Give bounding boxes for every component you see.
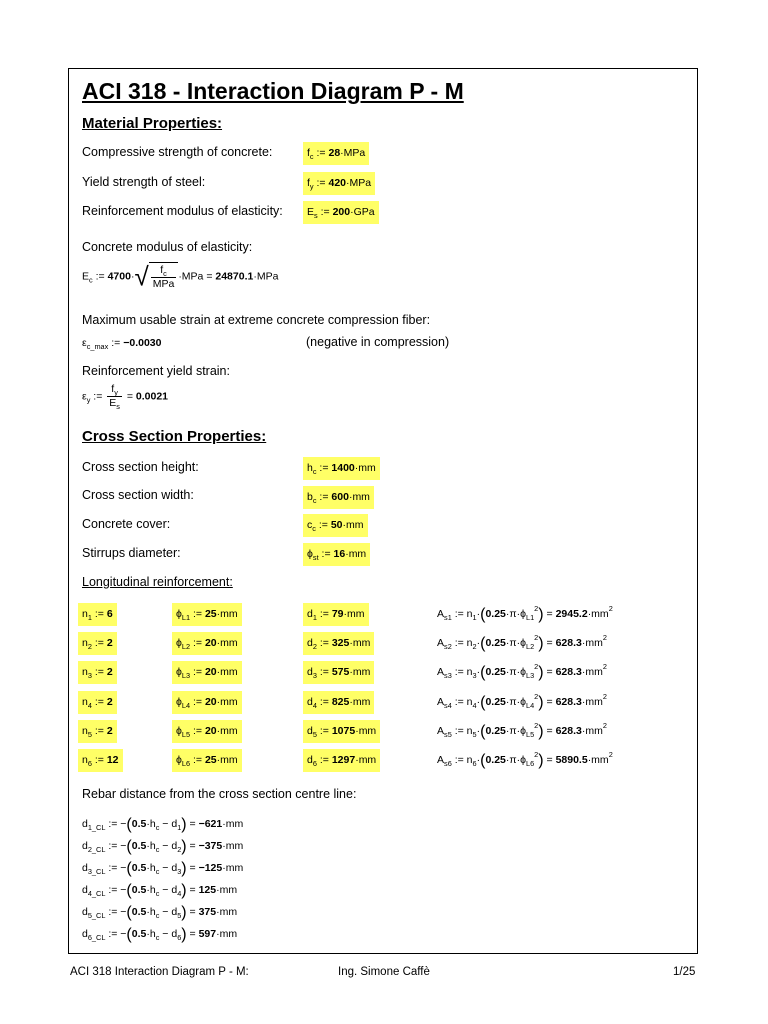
rebar-area-value: 628.3 xyxy=(555,725,582,737)
fy-field: $f_y$ := 420·MPa xyxy=(303,172,375,195)
distance-value: −375 xyxy=(198,840,223,852)
h-value: 1400 xyxy=(331,462,355,474)
rebar-depth-field: $d_5$ := 1075·mm xyxy=(303,720,380,743)
h-label: Cross section height: xyxy=(82,460,199,474)
rebar-diameter-value: 25 xyxy=(204,754,217,766)
rebar-area-value: 628.3 xyxy=(555,666,582,678)
ec-formula: $E_c$ := 4700·√ $\frac{f_c}{\text{MPa}}$ ·MPa = 24870.1·MPa xyxy=(82,261,279,292)
fy-label: Yield strength of steel: xyxy=(82,175,206,189)
b-field: $b_c$ := 600·mm xyxy=(303,486,374,509)
distance-row: $d_{4\_CL}$ := $-(0.5\cdot h_c - d_4) = 125\cdot mm$ xyxy=(82,882,238,899)
rebar-diameter-field: $\phi_{L5}$ := 20·mm xyxy=(172,720,242,743)
rebar-area-value: 5890.5 xyxy=(555,754,588,766)
rebar-area-value: 628.3 xyxy=(555,696,582,708)
distance-value: −125 xyxy=(198,862,223,874)
distance-row: $d_{2\_CL}$ := $-(0.5\cdot h_c - d_2) = -375\cdot mm$ xyxy=(82,838,244,855)
h-field: $h_c$ := 1400·mm xyxy=(303,457,380,480)
distance-label: Rebar distance from the cross section centre line: xyxy=(82,787,357,801)
ecmax-label: Maximum usable strain at extreme concrete compression fiber: xyxy=(82,313,431,327)
rebar-diameter-value: 25 xyxy=(204,608,217,620)
rebar-area-formula: $A_{s3}$ := $n_3\cdot(0.25\cdot\pi\cdot\phi_{L3}^2) = 628.3\cdot mm^2$ xyxy=(437,662,607,681)
fy-unit: MPa xyxy=(349,177,372,189)
rebar-diameter-field: $\phi_{L4}$ := 20·mm xyxy=(172,691,242,714)
rebar-area-value: 628.3 xyxy=(555,637,582,649)
st-unit: mm xyxy=(348,548,367,560)
ecmax-formula: $\varepsilon_{c\_max}$ := −0.0030 xyxy=(82,337,162,351)
page-title: ACI 318 - Interaction Diagram P - M xyxy=(82,78,464,104)
rebar-area-formula: $A_{s1}$ := $n_1\cdot(0.25\cdot\pi\cdot\phi_{L1}^2) = 2945.2\cdot mm^2$ xyxy=(437,604,613,623)
long-label: Longitudinal reinforcement: xyxy=(82,575,233,589)
footer-left: ACI 318 Interaction Diagram P - M: xyxy=(70,966,249,978)
distance-value: −621 xyxy=(198,818,223,830)
distance-value: 597 xyxy=(198,928,217,940)
rebar-n-value: 2 xyxy=(106,637,113,649)
ec-label: Concrete modulus of elasticity: xyxy=(82,240,253,254)
rebar-n-value: 2 xyxy=(106,696,113,708)
st-label: Stirrups diameter: xyxy=(82,546,181,560)
fc-value: 28 xyxy=(328,147,341,159)
rebar-depth-field: $d_1$ := 79·mm xyxy=(303,603,369,626)
ec-unit: MPa xyxy=(256,270,279,283)
rebar-count-field: $n_5$ := 2 xyxy=(78,720,117,743)
es-value: 200 xyxy=(332,206,351,218)
rebar-diameter-field: $\phi_{L1}$ := 25·mm xyxy=(172,603,242,626)
rebar-depth-value: 575 xyxy=(331,666,350,678)
c-label: Concrete cover: xyxy=(82,517,171,531)
material-heading: Material Properties: xyxy=(82,115,223,132)
rebar-depth-value: 1075 xyxy=(331,725,356,737)
b-label: Cross section width: xyxy=(82,488,194,502)
fc-label: Compressive strength of concrete: xyxy=(82,145,273,159)
rebar-depth-field: $d_6$ := 1297·mm xyxy=(303,749,380,772)
rebar-count-field: $n_3$ := 2 xyxy=(78,661,117,684)
section-heading: Cross Section Properties: xyxy=(82,428,267,445)
rebar-diameter-field: $\phi_{L2}$ := 20·mm xyxy=(172,632,242,655)
rebar-count-field: $n_4$ := 2 xyxy=(78,691,117,714)
st-value: 16 xyxy=(333,548,346,560)
rebar-count-field: $n_6$ := 12 xyxy=(78,749,123,772)
distance-row: $d_{1\_CL}$ := $-(0.5\cdot h_c - d_1) = -621\cdot mm$ xyxy=(82,816,244,833)
rebar-depth-field: $d_4$ := 825·mm xyxy=(303,691,374,714)
rebar-area-formula: $A_{s5}$ := $n_5\cdot(0.25\cdot\pi\cdot\phi_{L5}^2) = 628.3\cdot mm^2$ xyxy=(437,721,607,740)
rebar-depth-value: 1297 xyxy=(331,754,356,766)
rebar-diameter-value: 20 xyxy=(204,725,217,737)
b-unit: mm xyxy=(352,491,370,503)
ey-label: Reinforcement yield strain: xyxy=(82,364,230,378)
rebar-depth-value: 325 xyxy=(331,637,350,649)
rebar-depth-value: 825 xyxy=(331,696,350,708)
distance-value: 375 xyxy=(198,906,217,918)
rebar-diameter-value: 20 xyxy=(204,666,217,678)
ec-result: 24870.1 xyxy=(215,270,254,283)
st-field: $\phi_{st}$ := 16·mm xyxy=(303,543,370,566)
h-unit: mm xyxy=(358,462,376,474)
distance-row: $d_{3\_CL}$ := $-(0.5\cdot h_c - d_3) = -125\cdot mm$ xyxy=(82,860,244,877)
rebar-area-value: 2945.2 xyxy=(555,608,588,620)
rebar-count-field: $n_2$ := 2 xyxy=(78,632,117,655)
ecmax-note: (negative in compression) xyxy=(306,335,450,349)
fc-unit: MPa xyxy=(343,147,366,159)
ec-coef: 4700 xyxy=(107,270,131,283)
rebar-count-field: $n_1$ := 6 xyxy=(78,603,117,626)
rebar-diameter-field: $\phi_{L6}$ := 25·mm xyxy=(172,749,242,772)
rebar-area-formula: $A_{s4}$ := $n_4\cdot(0.25\cdot\pi\cdot\phi_{L4}^2) = 628.3\cdot mm^2$ xyxy=(437,692,607,711)
rebar-n-value: 6 xyxy=(106,608,113,620)
rebar-diameter-value: 20 xyxy=(204,637,217,649)
ey-value: 0.0021 xyxy=(135,390,169,403)
rebar-area-formula: $A_{s2}$ := $n_2\cdot(0.25\cdot\pi\cdot\phi_{L2}^2) = 628.3\cdot mm^2$ xyxy=(437,633,607,652)
rebar-diameter-field: $\phi_{L3}$ := 20·mm xyxy=(172,661,242,684)
distance-value: 125 xyxy=(198,884,217,896)
c-field: $c_c$ := 50·mm xyxy=(303,514,368,537)
distance-row: $d_{6\_CL}$ := $-(0.5\cdot h_c - d_6) = 597\cdot mm$ xyxy=(82,926,238,943)
rebar-diameter-value: 20 xyxy=(204,696,217,708)
distance-row: $d_{5\_CL}$ := $-(0.5\cdot h_c - d_5) = 375\cdot mm$ xyxy=(82,904,238,921)
c-unit: mm xyxy=(346,519,364,531)
ecmax-value: −0.0030 xyxy=(123,337,162,349)
rebar-n-value: 2 xyxy=(106,666,113,678)
rebar-n-value: 2 xyxy=(106,725,113,737)
footer-center: Ing. Simone Caffè xyxy=(338,966,430,978)
c-value: 50 xyxy=(330,519,343,531)
rebar-area-formula: $A_{s6}$ := $n_6\cdot(0.25\cdot\pi\cdot\phi_{L6}^2) = 5890.5\cdot mm^2$ xyxy=(437,750,613,769)
rebar-depth-value: 79 xyxy=(331,608,344,620)
footer-page: 1/25 xyxy=(673,966,696,978)
es-unit: GPa xyxy=(353,206,375,218)
fy-value: 420 xyxy=(328,177,347,189)
ey-formula: $\varepsilon_y$ := $\frac{f_y}{E_s}$ = 0.0021 xyxy=(82,383,169,411)
rebar-depth-field: $d_3$ := 575·mm xyxy=(303,661,374,684)
b-value: 600 xyxy=(331,491,349,503)
es-label: Reinforcement modulus of elasticity: xyxy=(82,204,283,218)
fc-field: $f_c$ := 28·MPa xyxy=(303,142,369,165)
rebar-depth-field: $d_2$ := 325·mm xyxy=(303,632,374,655)
es-field: $E_s$ := 200·GPa xyxy=(303,201,379,224)
rebar-n-value: 12 xyxy=(106,754,119,766)
